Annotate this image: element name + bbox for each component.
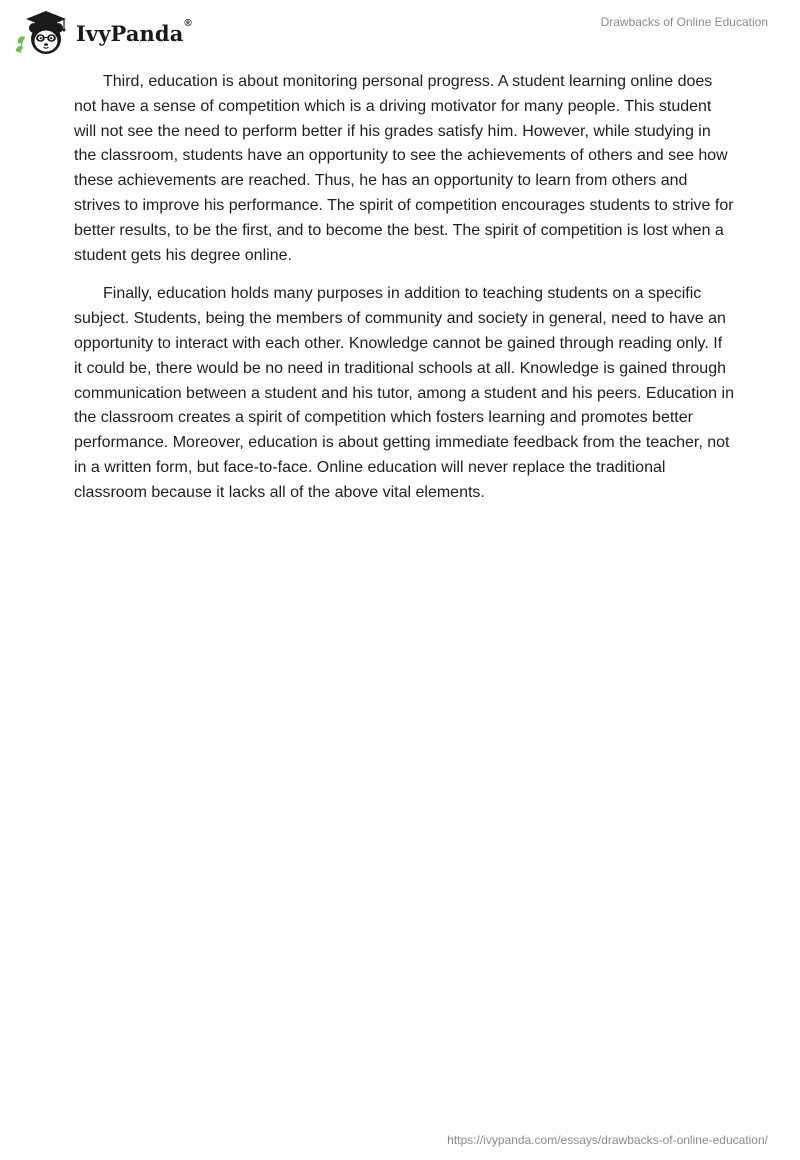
brand-name (76, 17, 192, 46)
essay-body (74, 70, 734, 520)
registered-mark: ® (184, 17, 192, 29)
brand-name-text: IvyPanda (76, 20, 184, 46)
source-url-link[interactable]: https://ivypanda.com/essays/drawbacks-of-online-education/ (447, 1133, 768, 1147)
page-header (0, 0, 800, 64)
panda-graduation-cap-logo-icon (15, 7, 75, 57)
paragraph-third: Third, education is about monitoring personal progress. A student learning online does not have a sense of competition which is a driving motivator for many people. This student will not see the need to perform better if his grades satisfy him. However, while studying in the classroom, students have an opportunity to see the achievements of others and see how these achievements are reached. Thus, he has an opportunity to learn from others and strives to improve his performance. The spirit of competition encourages students to strive for better results, to be the first, and to become the best. The spirit of competition is lost when a student gets his degree online. (74, 73, 734, 264)
document-title: Drawbacks of Online Education (600, 15, 768, 29)
ivypanda-logo[interactable] (15, 7, 192, 57)
paragraph-finally: Finally, education holds many purposes in addition to teaching students on a specific subject. Students, being the members of community and society in general, need to have an opportunity to interact with each other. Knowledge cannot be gained through reading only. If it could be, there would be no need in traditional schools at all. Knowledge is gained through communication between a student and his tutor, among a student and his peers. Education in the classroom creates a spirit of competition which fosters learning and promotes better performance. Moreover, education is about getting immediate feedback from the teacher, not in a written form, but face-to-face. Online education will never replace the traditional classroom because it lacks all of the above vital elements. (74, 285, 734, 501)
